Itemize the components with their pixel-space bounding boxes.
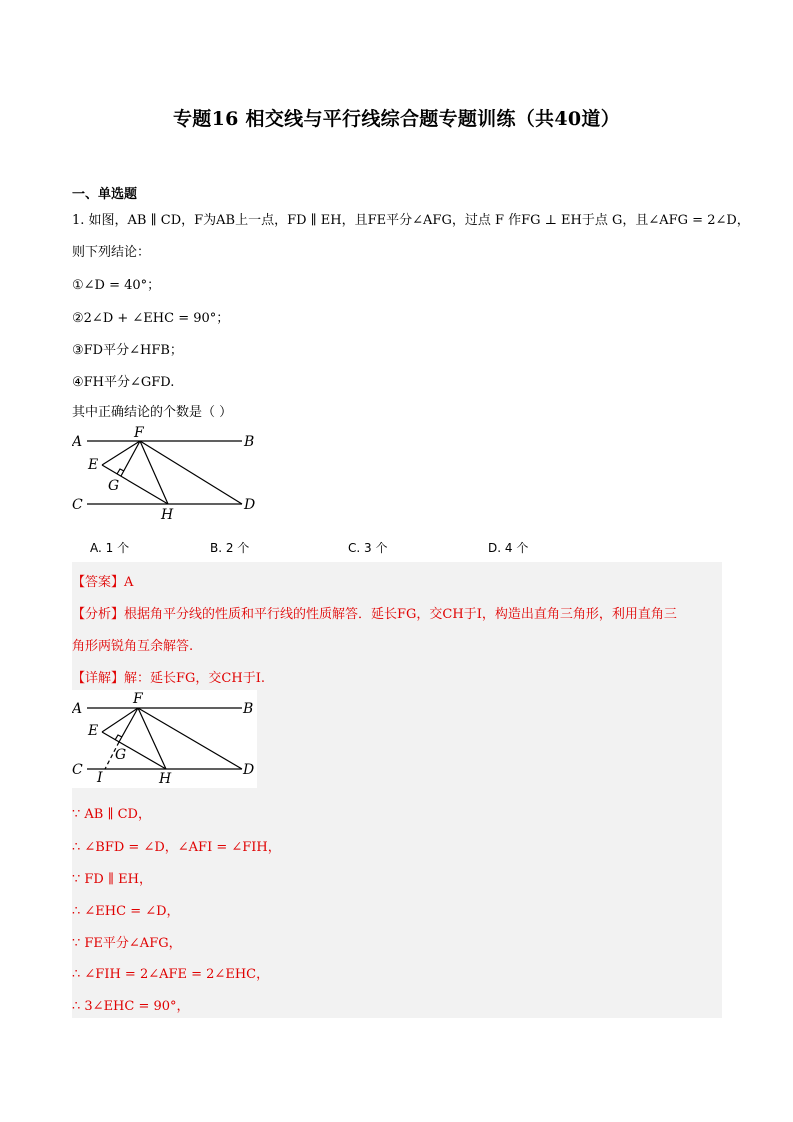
analysis-line-1	[72, 603, 677, 622]
solution-step-2: ∴ ∠BFD = ∠D，∠AFI = ∠FIH，	[72, 840, 281, 855]
segment-fe	[102, 441, 140, 465]
segment-fh	[140, 441, 168, 504]
answer-value: A	[124, 575, 134, 590]
segment-fe	[102, 708, 138, 732]
label-c: C	[72, 497, 83, 513]
option-3: ③FD平分∠HFB；	[72, 343, 183, 358]
analysis-text-1: 根据角平分线的性质和平行线的性质解答．延长FG，交CH于I，构造出直角三角形，利用直角三	[124, 607, 677, 622]
label-a: A	[72, 434, 83, 450]
analysis-line-2: 角形两锐角互余解答.	[72, 639, 194, 654]
detail-text: 解：延长FG，交CH于I.	[124, 671, 265, 686]
segment-fh	[138, 708, 166, 769]
label-b: B	[244, 434, 255, 450]
detail-tag: 【详解】	[72, 671, 125, 686]
label-d: D	[244, 497, 256, 513]
analysis-tag: 【分析】	[72, 607, 125, 622]
label-e: E	[88, 723, 99, 739]
question-prompt: 其中正确结论的个数是（ ）	[72, 405, 233, 420]
label-i: I	[97, 770, 103, 786]
choice-a[interactable]: A. 1 个	[90, 541, 130, 555]
geometry-figure-solution	[72, 690, 257, 788]
answer-tag: 【答案】	[72, 575, 125, 590]
label-c: C	[72, 762, 83, 778]
label-h: H	[161, 507, 174, 523]
segment-fd	[138, 708, 242, 769]
choice-d[interactable]: D. 4 个	[488, 541, 529, 555]
page-title: 专题16 相交线与平行线综合题专题训练（共40道）	[173, 108, 620, 130]
solution-step-7: ∴ 3∠EHC = 90°，	[72, 999, 190, 1014]
option-4: ④FH平分∠GFD.	[72, 375, 175, 390]
section-heading: 一、单选题	[72, 187, 138, 202]
label-d: D	[243, 762, 255, 778]
question-line-2: 则下列结论：	[72, 245, 151, 260]
option-1: ①∠D = 40°；	[72, 278, 161, 293]
segment-eh	[102, 732, 166, 769]
solution-step-3: ∵ FD ∥ EH，	[72, 872, 152, 887]
question-text: 如图，AB ∥ CD，F为AB上一点，FD ∥ EH，且FE平分∠AFG，过点 F 作FG ⊥ EH于点 G，且∠AFG = 2∠D，	[88, 213, 750, 228]
solution-step-4: ∴ ∠EHC = ∠D，	[72, 904, 180, 919]
question-line-1	[72, 209, 750, 228]
label-g: G	[115, 747, 127, 763]
label-f: F	[133, 691, 143, 707]
label-h: H	[159, 771, 172, 787]
solution-step-1: ∵ AB ∥ CD，	[72, 807, 151, 822]
label-g: G	[108, 478, 120, 494]
solution-step-6: ∴ ∠FIH = 2∠AFE = 2∠EHC，	[72, 967, 270, 982]
choice-c[interactable]: C. 3 个	[348, 541, 388, 555]
label-e: E	[88, 457, 99, 473]
segment-fd	[140, 441, 242, 504]
question-number: 1.	[72, 213, 85, 228]
answer-line	[72, 571, 133, 590]
choice-b[interactable]: B. 2 个	[210, 541, 250, 555]
label-f: F	[134, 425, 144, 441]
detail-line	[72, 667, 265, 686]
label-b: B	[243, 701, 254, 717]
geometry-figure-question	[72, 424, 272, 524]
label-a: A	[72, 701, 83, 717]
option-2: ②2∠D + ∠EHC = 90°；	[72, 311, 230, 326]
solution-step-5: ∵ FE平分∠AFG，	[72, 936, 182, 951]
